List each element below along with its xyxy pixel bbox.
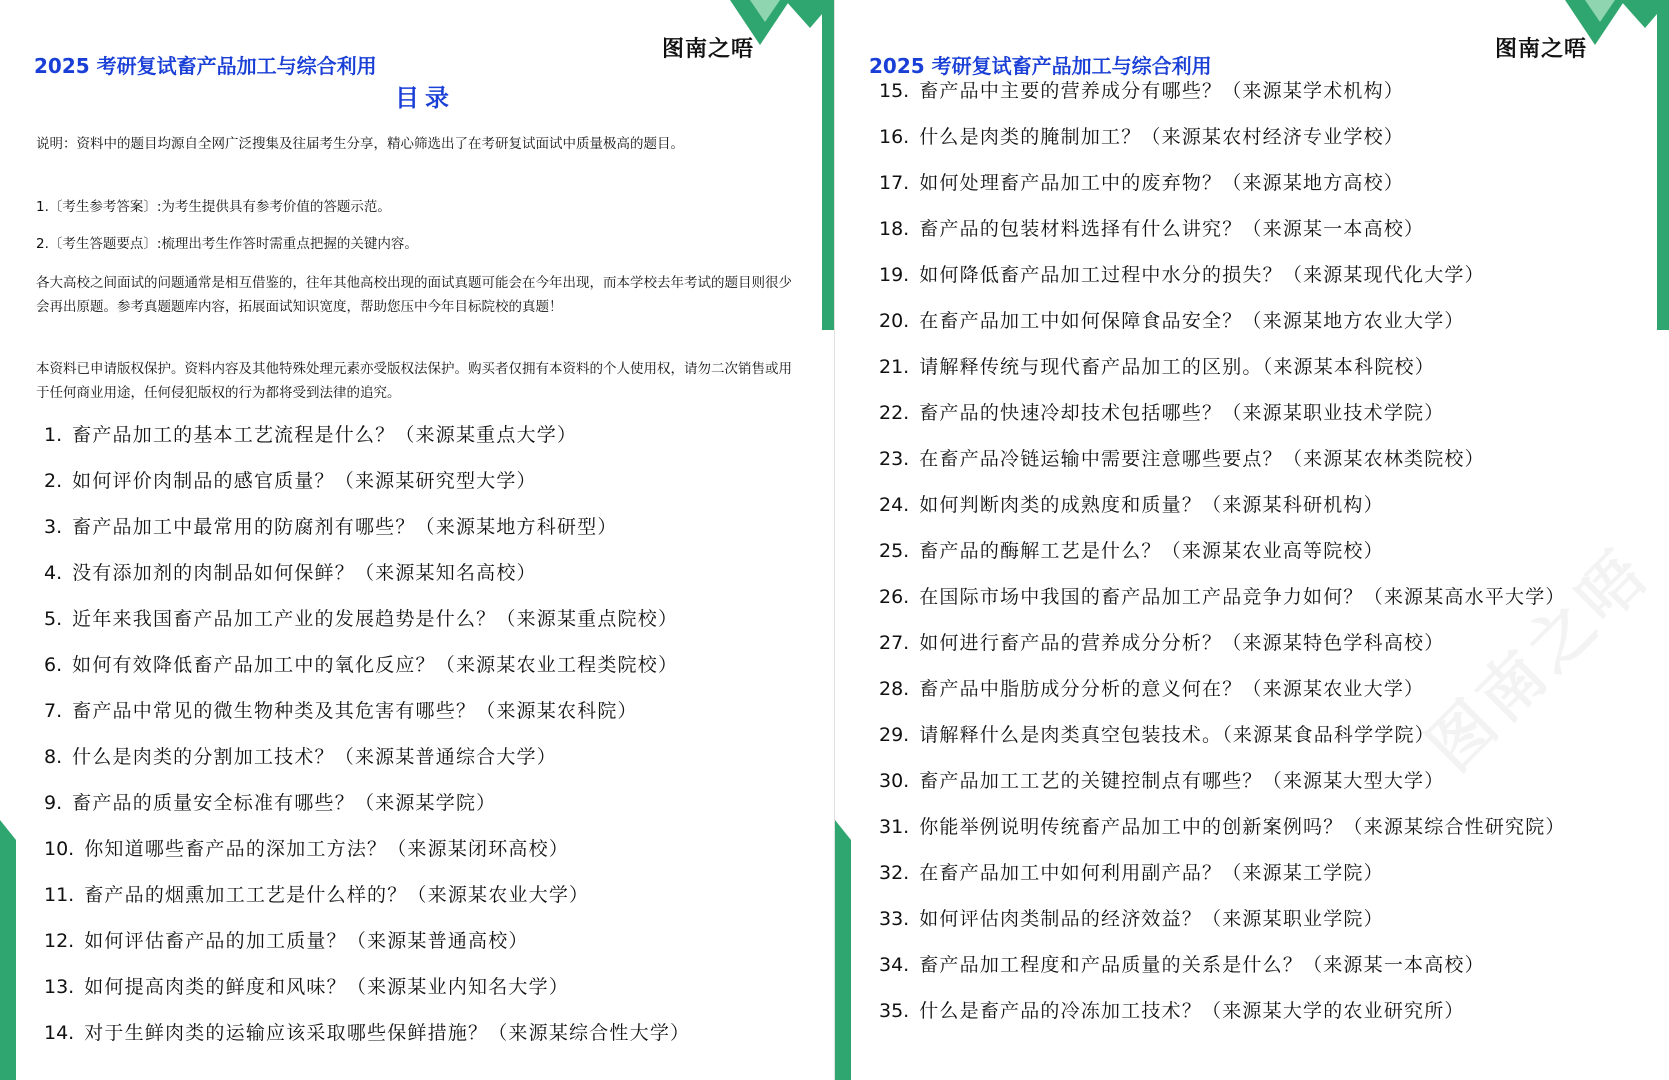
question-number: 2. [44,470,63,492]
question-number: 25. [879,540,910,562]
question-item [44,512,618,542]
intro-keypoint-note: 2.〔考生答题要点〕:梳理出考生作答时需重点把握的关键内容。 [36,236,418,252]
question-item [44,420,577,450]
question-item [44,834,569,864]
question-number: 15. [879,80,910,102]
intro-answer-note: 1.〔考生参考答案〕:为考生提供具有参考价值的答题示范。 [36,199,391,215]
question-item [879,720,1435,750]
question-text: 如何降低畜产品加工过程中水分的损失？（来源某现代化大学） [919,264,1485,286]
question-text: 在畜产品冷链运输中需要注意哪些要点？（来源某农林类院校） [919,448,1485,470]
question-text: 畜产品加工中最常用的防腐剂有哪些？（来源某地方科研型） [72,516,618,538]
bottom-left-decoration [0,820,16,1080]
question-text: 如何有效降低畜产品加工中的氧化反应？（来源某农业工程类院校） [72,654,679,676]
question-item [879,260,1485,290]
question-text: 畜产品的质量安全标准有哪些？（来源某学院） [72,792,497,814]
question-item [879,168,1404,198]
question-item [879,444,1485,474]
question-list-right [879,76,1664,1076]
question-text: 对于生鲜肉类的运输应该采取哪些保鲜措施？（来源某综合性大学） [84,1022,691,1044]
question-item [44,880,589,910]
question-number: 30. [879,770,910,792]
question-text: 畜产品加工工艺的关键控制点有哪些？（来源某大型大学） [919,770,1445,792]
question-item [44,972,569,1002]
question-number: 33. [879,908,910,930]
question-item [44,558,537,588]
question-item [879,398,1444,428]
question-number: 11. [44,884,75,906]
question-item [879,214,1424,244]
question-number: 29. [879,724,910,746]
question-text: 如何提高肉类的鲜度和风味？（来源某业内知名大学） [84,976,570,998]
question-text: 如何评估畜产品的加工质量？（来源某普通高校） [84,930,529,952]
question-number: 27. [879,632,910,654]
question-item [879,536,1384,566]
question-item [44,650,678,680]
question-number: 13. [44,976,75,998]
question-text: 畜产品中主要的营养成分有哪些？（来源某学术机构） [919,80,1405,102]
brand-logo: 图南之唔 [1495,37,1588,62]
question-number: 26. [879,586,910,608]
question-text: 你能举例说明传统畜产品加工中的创新案例吗？（来源某综合性研究院） [919,816,1566,838]
question-number: 4. [44,562,63,584]
bottom-left-decoration [835,820,851,1080]
question-item [879,122,1404,152]
brand-logo: 图南之唔 [662,37,755,62]
question-item [44,742,557,772]
question-number: 14. [44,1022,75,1044]
question-text: 请解释什么是肉类真空包装技术。（来源某食品科学学院） [919,724,1435,746]
question-item [879,950,1485,980]
toc-heading: 目录 [395,84,455,112]
question-item [44,926,529,956]
question-text: 畜产品的快速冷却技术包括哪些？（来源某职业技术学院） [919,402,1445,424]
document-title: 2025 考研复试畜产品加工与综合利用 [34,54,377,78]
question-number: 1. [44,424,63,446]
question-item [879,858,1384,888]
question-number: 10. [44,838,75,860]
question-number: 34. [879,954,910,976]
question-number: 6. [44,654,63,676]
question-number: 32. [879,862,910,884]
question-number: 12. [44,930,75,952]
question-item [44,604,678,634]
question-text: 请解释传统与现代畜产品加工的区别。（来源某本科院校） [919,356,1435,378]
question-text: 畜产品的酶解工艺是什么？（来源某农业高等院校） [919,540,1384,562]
question-text: 你知道哪些畜产品的深加工方法？（来源某闭环高校） [84,838,570,860]
question-item [44,788,496,818]
question-item [879,674,1424,704]
question-text: 畜产品中脂肪成分分析的意义何在？（来源某农业大学） [919,678,1425,700]
question-text: 近年来我国畜产品加工产业的发展趋势是什么？（来源某重点院校） [72,608,679,630]
left-page [0,0,834,1080]
question-item [879,352,1435,382]
question-number: 3. [44,516,63,538]
question-number: 17. [879,172,910,194]
question-item [879,490,1384,520]
question-text: 畜产品的烟熏加工工艺是什么样的？（来源某农业大学） [84,884,590,906]
question-item [879,628,1444,658]
question-text: 在畜产品加工中如何利用副产品？（来源某工学院） [919,862,1384,884]
copyright-notice: 本资料已申请版权保护。资料内容及其他特殊处理元素亦受版权法保护。购买者仅拥有本资料的个人使用权，请勿二次销售或用于任何商业用途，任何侵犯版权的行为都将受到法律的追究。 [36,361,792,401]
question-text: 如何评价肉制品的感官质量？（来源某研究型大学） [72,470,537,492]
question-item [879,582,1566,612]
question-text: 在畜产品加工中如何保障食品安全？（来源某地方农业大学） [919,310,1465,332]
question-item [44,466,537,496]
question-item [44,1018,690,1048]
question-item [879,904,1384,934]
document-title: 2025 考研复试畜产品加工与综合利用 [869,54,1212,78]
question-item [879,812,1566,842]
intro-advice: 各大高校之间面试的问题通常是相互借鉴的，往年其他高校出现的面试真题可能会在今年出现，而本学校去年考试的题目则很少会再出原题。参考真题题库内容，拓展面试知识宽度，帮助您压中今年目标院校的真题！ [36,275,792,315]
question-list-left [44,420,824,1070]
question-number: 9. [44,792,63,814]
question-number: 8. [44,746,63,768]
question-text: 什么是肉类的分割加工技术？（来源某普通综合大学） [72,746,557,768]
question-number: 18. [879,218,910,240]
question-text: 什么是肉类的腌制加工？（来源某农村经济专业学校） [919,126,1405,148]
question-number: 28. [879,678,910,700]
question-text: 如何评估肉类制品的经济效益？（来源某职业学院） [919,908,1384,930]
question-text: 如何判断肉类的成熟度和质量？（来源某科研机构） [919,494,1384,516]
question-text: 如何进行畜产品的营养成分分析？（来源某特色学科高校） [919,632,1445,654]
question-number: 7. [44,700,63,722]
question-text: 如何处理畜产品加工中的废弃物？（来源某地方高校） [919,172,1405,194]
question-number: 19. [879,264,910,286]
question-text: 畜产品中常见的微生物种类及其危害有哪些？（来源某农科院） [72,700,638,722]
question-number: 21. [879,356,910,378]
right-edge-bar [822,0,834,330]
right-page [835,0,1669,1080]
question-item [879,306,1465,336]
question-item [879,996,1465,1026]
question-text: 什么是畜产品的冷冻加工技术？（来源某大学的农业研究所） [919,1000,1465,1022]
question-number: 24. [879,494,910,516]
watermark: 图南之唔 [1414,535,1665,786]
question-text: 畜产品加工的基本工艺流程是什么？（来源某重点大学） [72,424,578,446]
question-number: 5. [44,608,63,630]
question-item [879,766,1444,796]
question-text: 畜产品加工程度和产品质量的关系是什么？（来源某一本高校） [919,954,1485,976]
question-number: 31. [879,816,910,838]
question-text: 畜产品的包装材料选择有什么讲究？（来源某一本高校） [919,218,1425,240]
question-text: 在国际市场中我国的畜产品加工产品竞争力如何？（来源某高水平大学） [919,586,1566,608]
intro-note: 说明：资料中的题目均源自全网广泛搜集及往届考生分享，精心筛选出了在考研复试面试中质量极高的题目。 [36,136,684,152]
question-number: 23. [879,448,910,470]
question-number: 22. [879,402,910,424]
question-text: 没有添加剂的肉制品如何保鲜？（来源某知名高校） [72,562,537,584]
question-number: 20. [879,310,910,332]
question-number: 16. [879,126,910,148]
question-item [44,696,638,726]
question-item [879,76,1404,106]
question-number: 35. [879,1000,910,1022]
